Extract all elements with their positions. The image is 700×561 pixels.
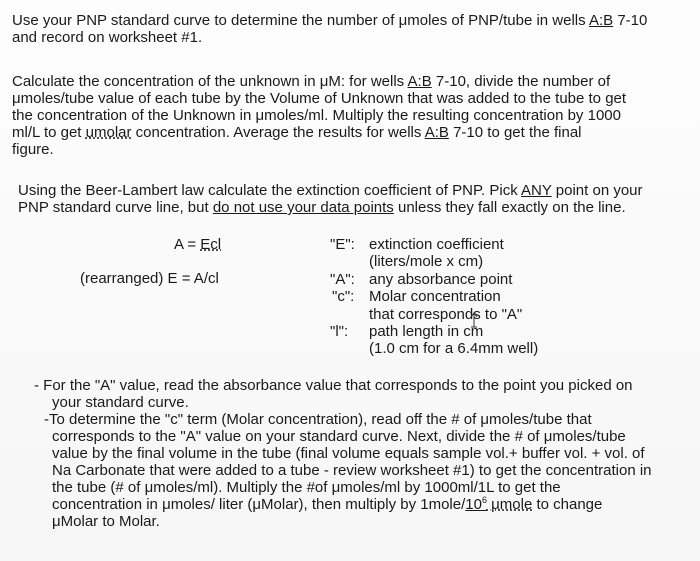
def-c-text: Molar concentration: [369, 288, 501, 305]
def-a-text: any absorbance point: [369, 271, 513, 288]
def-a-label: "A":: [330, 271, 355, 288]
note-a-value-line2: your standard curve.: [52, 394, 189, 411]
def-l-text: path length in cm: [369, 323, 484, 340]
def-l-text2: (1.0 cm for a 6.4mm well): [369, 340, 539, 357]
note-c-term-line1: -To determine the "c" term (Molar concentration), read off the # of μmoles/tube that: [44, 411, 592, 428]
instruction-concentration-line3: the concentration of the Unknown in μmoles/ml. Multiply the resulting concentration by 1000: [12, 107, 621, 124]
note-c-term-line4: Na Carbonate that were added to a tube - review worksheet #1) to get the concentration in: [52, 462, 652, 479]
def-e-units: (liters/mole x cm): [369, 253, 484, 270]
note-c-term-line7: μMolar to Molar.: [52, 513, 160, 530]
def-e-label: "E":: [330, 236, 355, 253]
instruction-concentration-line2: μmoles/tube value of each tube by the Volume of Unknown that was added to the tube to get: [12, 90, 627, 107]
pointer-arrow-icon: [468, 312, 480, 330]
instruction-beer-lambert-line2: PNP standard curve line, but do not use your data points unless they fall exactly on the line.: [18, 199, 626, 216]
instruction-concentration-line4: ml/L to get umolar concentration. Average the results for wells A:B 7-10 to get the final: [12, 124, 582, 141]
instruction-beer-lambert-line1: Using the Beer-Lambert law calculate the extinction coefficient of PNP. Pick ANY point on your: [18, 182, 643, 199]
note-c-term-line5: the tube (# of μmoles/ml). Multiply the #of μmoles/ml by 1000ml/1L to get the: [52, 479, 561, 496]
instruction-concentration-line1: Calculate the concentration of the unknown in μM: for wells A:B 7-10, divide the number of: [12, 73, 611, 90]
note-a-value-line1: - For the "A" value, read the absorbance value that corresponds to the point you picked on: [34, 377, 633, 394]
note-c-term-line3: value by the final volume in the tube (final volume equals sample vol.+ buffer vol. + vol. of: [52, 445, 645, 462]
def-c-label: "c":: [332, 288, 355, 305]
note-c-term-line6: concentration in μmoles/ liter (μMolar), then multiply by $1mole/10^6$ μmole to change: [52, 495, 603, 513]
instruction-concentration-line5: figure.: [12, 141, 54, 158]
def-l-label: "l":: [330, 323, 349, 340]
beer-lambert-formula: A = Ecl: [174, 236, 222, 253]
instruction-standard-curve-line1: Use your PNP standard curve to determine the number of μmoles of PNP/tube in wells A:B 7-10: [12, 12, 648, 29]
rearranged-formula: (rearranged) E = A/cl: [80, 270, 219, 287]
note-c-term-line2: corresponds to the "A" value on your standard curve. Next, divide the # of μmoles/tube: [52, 428, 626, 445]
instruction-standard-curve-line2: and record on worksheet #1.: [12, 29, 203, 46]
def-e-text: extinction coefficient: [369, 236, 504, 253]
def-c-text2: that corresponds to "A": [369, 306, 523, 323]
